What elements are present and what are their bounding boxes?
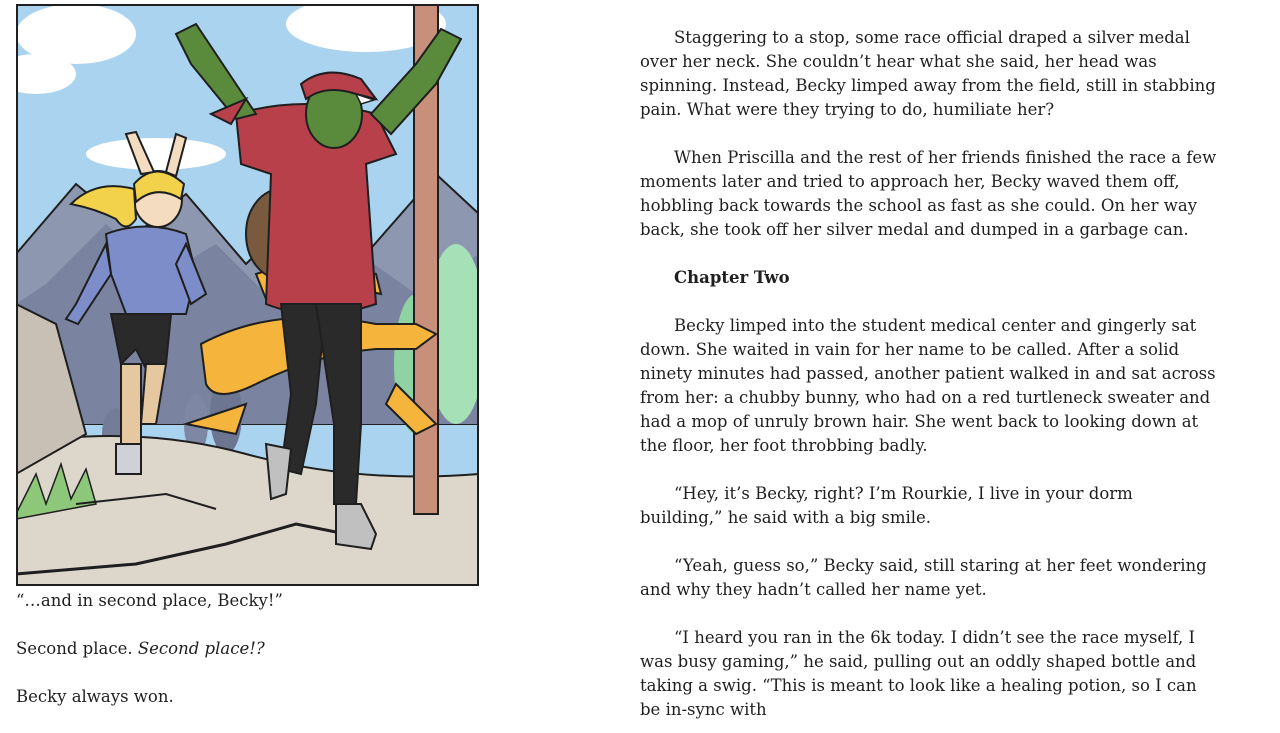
comic-illustration xyxy=(16,4,479,586)
right-page xyxy=(640,26,1220,726)
left-page-text xyxy=(16,589,616,733)
becky-always-won-line: Becky always won. xyxy=(16,687,174,706)
chapter-heading: Chapter Two xyxy=(674,268,790,287)
paragraph: Staggering to a stop, some race official draped a silver medal over her neck. She couldn’t hear what she said, her head was spinning. Instead, Becky limped away from the field, still in stabbing pain. What were they trying to do, humiliate her? xyxy=(640,28,1216,119)
right-page-text xyxy=(640,26,1220,722)
second-place-line xyxy=(16,637,616,661)
illustration-caption: “…and in second place, Becky!” xyxy=(16,591,283,610)
paragraph: “I heard you ran in the 6k today. I didn’t see the race myself, I was busy gaming,” he said, pulling out an oddly shaped bottle and taking a swig. “This is meant to look like a healing potion, so I can be in-sync with xyxy=(640,628,1197,719)
paragraph: “Yeah, guess so,” Becky said, still staring at her feet wondering and why they hadn’t called her name yet. xyxy=(640,556,1207,599)
second-place-plain: Second place. xyxy=(16,639,138,658)
paragraph: “Hey, it’s Becky, right? I’m Rourkie, I live in your dorm building,” he said with a big smile. xyxy=(640,484,1133,527)
paragraph: Becky limped into the student medical center and gingerly sat down. She waited in vain for her name to be called. After a solid ninety minutes had passed, another patient walked in and sat across from her: a chubby bunny, who had on a red turtleneck sweater and had a mop of unruly brown hair. She went back to looking down at the floor, her foot throbbing badly. xyxy=(640,316,1216,455)
second-place-italic: Second place!? xyxy=(137,639,265,658)
left-page xyxy=(16,4,616,731)
paragraph: When Priscilla and the rest of her friends finished the race a few moments later and tried to approach her, Becky waved them off, hobbling back towards the school as fast as she could. On her way back, she took off her silver medal and dumped in a garbage can. xyxy=(640,148,1217,239)
